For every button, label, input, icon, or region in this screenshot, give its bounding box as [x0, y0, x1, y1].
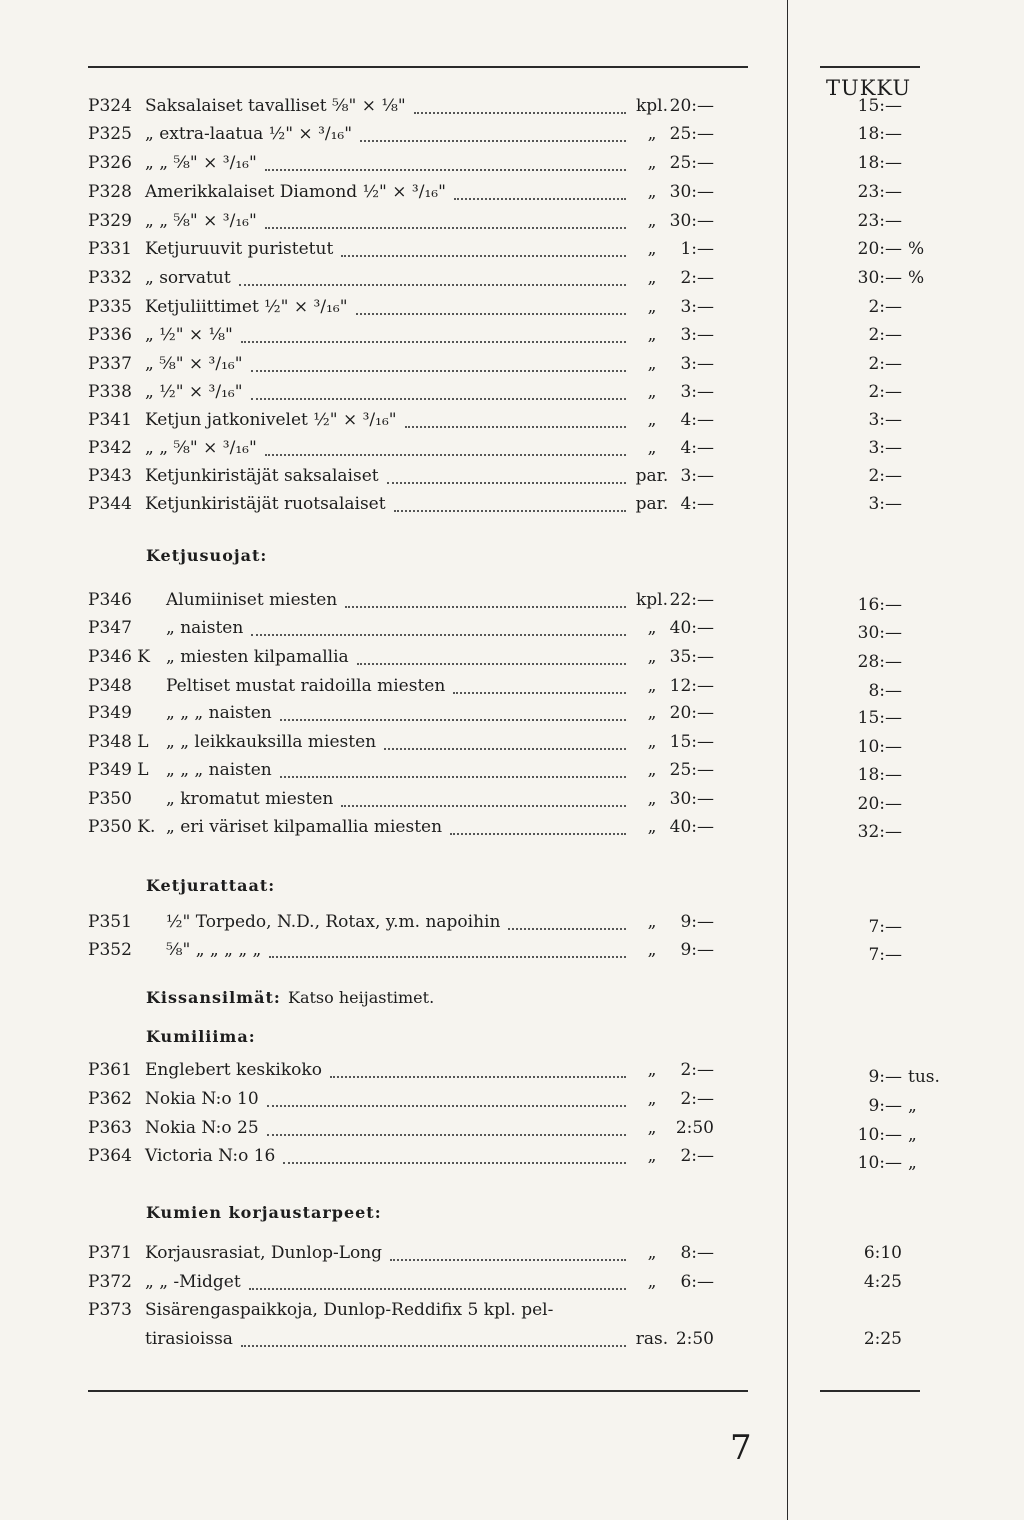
product-code: P371: [88, 1243, 132, 1263]
retail-price: 35:—: [669, 647, 714, 667]
retail-price: 3:—: [680, 354, 714, 374]
product-description: Saksalaiset tavalliset ⅝" × ⅛": [145, 96, 406, 116]
wholesale-price: 30:—: [857, 623, 902, 643]
unit-label: „: [647, 297, 657, 317]
retail-price: 20:—: [669, 96, 714, 116]
product-description: „ kromatut miesten: [166, 789, 334, 809]
dot-leader: [241, 1345, 626, 1347]
product-code: P348 L: [88, 732, 149, 752]
dot-leader: [239, 284, 626, 286]
wholesale-note: „: [908, 1153, 917, 1173]
unit-label: „: [647, 618, 657, 638]
dot-leader: [251, 398, 626, 400]
retail-price: 2:—: [680, 1146, 714, 1166]
wholesale-price: 4:25: [863, 1272, 902, 1292]
retail-price: 1:—: [680, 239, 714, 259]
dot-leader: [241, 341, 626, 343]
unit-label: „: [647, 817, 657, 837]
wholesale-note: %: [908, 239, 925, 259]
product-code: P324: [88, 96, 132, 116]
wholesale-price: 2:—: [868, 466, 902, 486]
dot-leader: [387, 482, 626, 484]
product-code: P347: [88, 618, 132, 638]
wholesale-price: 2:—: [868, 297, 902, 317]
dot-leader: [341, 255, 626, 257]
dot-leader: [345, 606, 626, 608]
section-heading: Kumiliima:: [146, 1027, 256, 1046]
product-description: Victoria N:o 16: [145, 1146, 276, 1166]
product-description: ½" Torpedo, N.D., Rotax, y.m. napoihin: [166, 912, 501, 932]
dot-leader: [356, 313, 626, 315]
retail-price: 2:50: [675, 1118, 714, 1138]
product-description: Englebert keskikoko: [145, 1060, 322, 1080]
dot-leader: [267, 1105, 626, 1107]
wholesale-note: „: [908, 1096, 917, 1116]
product-description: Peltiset mustat raidoilla miesten: [166, 676, 446, 696]
dot-leader: [280, 776, 626, 778]
unit-label: „: [647, 1272, 657, 1292]
product-code: P351: [88, 912, 132, 932]
table-row: [0, 438, 1024, 464]
product-code: P363: [88, 1118, 132, 1138]
table-row: [0, 494, 1024, 520]
product-description: „ „ -Midget: [145, 1272, 241, 1292]
wholesale-price: 16:—: [857, 595, 902, 615]
wholesale-price: 15:—: [857, 708, 902, 728]
unit-label: „: [647, 703, 657, 723]
unit-label: „: [647, 211, 657, 231]
wholesale-price: 18:—: [857, 124, 902, 144]
retail-price: 12:—: [669, 676, 714, 696]
product-description: „ „ „ naisten: [166, 760, 272, 780]
product-code: P341: [88, 410, 132, 430]
dot-leader: [453, 692, 626, 694]
retail-price: 3:—: [680, 297, 714, 317]
retail-price: 30:—: [669, 789, 714, 809]
dot-leader: [450, 833, 626, 835]
dot-leader: [249, 1288, 626, 1290]
table-row: [0, 1329, 1024, 1355]
wholesale-price: 28:—: [857, 652, 902, 672]
unit-label: „: [647, 1089, 657, 1109]
unit-label: „: [647, 124, 657, 144]
unit-label: kpl.: [635, 96, 669, 116]
dot-leader: [283, 1162, 626, 1164]
table-row: [0, 1118, 1024, 1144]
wholesale-price: 9:—: [868, 1067, 902, 1087]
table-row: [0, 297, 1024, 323]
product-code: P325: [88, 124, 132, 144]
bottom-rule-left: [88, 1390, 748, 1392]
retail-price: 4:—: [680, 494, 714, 514]
page-number: 7: [730, 1428, 752, 1468]
unit-label: „: [647, 153, 657, 173]
table-row: [0, 1060, 1024, 1086]
product-description: ⅝" „ „ „ „ „: [166, 940, 262, 960]
dot-leader: [390, 1259, 626, 1261]
retail-price: 22:—: [669, 590, 714, 610]
product-description: „ „ ⅝" × ³/₁₆": [145, 153, 257, 173]
product-code: P332: [88, 268, 132, 288]
product-code: P364: [88, 1146, 132, 1166]
retail-price: 20:—: [669, 703, 714, 723]
wholesale-price: 3:—: [868, 410, 902, 430]
unit-label: „: [647, 1146, 657, 1166]
dot-leader: [267, 1134, 626, 1136]
product-code: P352: [88, 940, 132, 960]
wholesale-price: 20:—: [857, 239, 902, 259]
retail-price: 2:50: [675, 1329, 714, 1349]
table-row: [0, 703, 1024, 729]
wholesale-price: 15:—: [857, 96, 902, 116]
product-description: Ketjun jatkonivelet ½" × ³/₁₆": [145, 410, 397, 430]
product-description: Amerikkalaiset Diamond ½" × ³/₁₆": [145, 182, 446, 202]
wholesale-note: „: [908, 1125, 917, 1145]
wholesale-price: 7:—: [868, 917, 902, 937]
product-code: P346 K: [88, 647, 150, 667]
dot-leader: [265, 169, 626, 171]
product-description: „ sorvatut: [145, 268, 231, 288]
table-row: [0, 239, 1024, 265]
retail-price: 30:—: [669, 211, 714, 231]
dot-leader: [330, 1076, 626, 1078]
unit-label: kpl.: [635, 590, 669, 610]
product-code: P349: [88, 703, 132, 723]
unit-label: „: [647, 438, 657, 458]
product-code: P331: [88, 239, 132, 259]
wholesale-price: 23:—: [857, 182, 902, 202]
wholesale-price: 2:—: [868, 382, 902, 402]
table-row: [0, 912, 1024, 938]
product-description: „ extra-laatua ½" × ³/₁₆": [145, 124, 353, 144]
unit-label: par.: [635, 466, 669, 486]
wholesale-price: 9:—: [868, 1096, 902, 1116]
table-row: [0, 1089, 1024, 1115]
unit-label: „: [647, 732, 657, 752]
dot-leader: [384, 748, 626, 750]
table-row: [0, 268, 1024, 294]
dot-leader: [454, 198, 626, 200]
table-row: [0, 354, 1024, 380]
product-description: Nokia N:o 25: [145, 1118, 259, 1138]
retail-price: 25:—: [669, 124, 714, 144]
table-row: [0, 1146, 1024, 1172]
table-row: [0, 1300, 1024, 1326]
table-row: [0, 590, 1024, 616]
product-description: „ naisten: [166, 618, 244, 638]
product-description: Ketjunkiristäjät saksalaiset: [145, 466, 379, 486]
table-row: [0, 789, 1024, 815]
product-description: tirasioissa: [145, 1329, 233, 1349]
product-description: „ ½" × ⅛": [145, 325, 233, 345]
product-code: P348: [88, 676, 132, 696]
unit-label: „: [647, 1060, 657, 1080]
product-code: P329: [88, 211, 132, 231]
unit-label: „: [647, 268, 657, 288]
section-heading: Ketjurattaat:: [146, 876, 276, 895]
product-description: Alumiiniset miesten: [166, 590, 338, 610]
bottom-rule-right: [820, 1390, 920, 1392]
retail-price: 25:—: [669, 153, 714, 173]
product-description: Nokia N:o 10: [145, 1089, 259, 1109]
retail-price: 9:—: [680, 912, 714, 932]
table-row: [0, 760, 1024, 786]
retail-price: 2:—: [680, 1089, 714, 1109]
retail-price: 9:—: [680, 940, 714, 960]
unit-label: „: [647, 410, 657, 430]
dot-leader: [508, 928, 626, 930]
wholesale-price: 3:—: [868, 438, 902, 458]
wholesale-price: 3:—: [868, 494, 902, 514]
wholesale-note: %: [908, 268, 925, 288]
top-rule-left: [88, 66, 748, 68]
dot-leader: [265, 454, 626, 456]
wholesale-price: 18:—: [857, 153, 902, 173]
table-row: [0, 940, 1024, 966]
table-row: [0, 96, 1024, 122]
product-code: P350: [88, 789, 132, 809]
retail-price: 2:—: [680, 1060, 714, 1080]
unit-label: „: [647, 1118, 657, 1138]
product-description: Ketjunkiristäjät ruotsalaiset: [145, 494, 386, 514]
tukku-header: TUKKU: [826, 76, 912, 100]
product-description: Sisärengaspaikkoja, Dunlop-Reddifix 5 kpl. pel-: [145, 1300, 554, 1320]
product-code: P337: [88, 354, 132, 374]
section-note: Katso heijastimet.: [288, 988, 435, 1007]
table-row: [0, 732, 1024, 758]
product-code: P361: [88, 1060, 132, 1080]
product-code: P344: [88, 494, 132, 514]
product-description: „ eri väriset kilpamallia miesten: [166, 817, 443, 837]
product-description: „ ½" × ³/₁₆": [145, 382, 243, 402]
wholesale-price: 2:—: [868, 354, 902, 374]
unit-label: „: [647, 676, 657, 696]
retail-price: 30:—: [669, 182, 714, 202]
dot-leader: [265, 227, 626, 229]
unit-label: „: [647, 1243, 657, 1263]
product-description: Ketjuliittimet ½" × ³/₁₆": [145, 297, 348, 317]
table-row: [0, 182, 1024, 208]
table-row: [0, 1243, 1024, 1269]
unit-label: ras.: [635, 1329, 669, 1349]
wholesale-price: 7:—: [868, 945, 902, 965]
dot-leader: [251, 634, 626, 636]
product-description: „ „ ⅝" × ³/₁₆": [145, 438, 257, 458]
product-code: P338: [88, 382, 132, 402]
wholesale-price: 2:—: [868, 325, 902, 345]
product-description: „ miesten kilpamallia: [166, 647, 349, 667]
unit-label: par.: [635, 494, 669, 514]
unit-label: „: [647, 760, 657, 780]
dot-leader: [341, 805, 626, 807]
product-code: P362: [88, 1089, 132, 1109]
retail-price: 4:—: [680, 410, 714, 430]
wholesale-price: 10:—: [857, 737, 902, 757]
dot-leader: [280, 719, 626, 721]
retail-price: 25:—: [669, 760, 714, 780]
dot-leader: [394, 510, 626, 512]
retail-price: 3:—: [680, 382, 714, 402]
dot-leader: [405, 426, 626, 428]
product-description: Ketjuruuvit puristetut: [145, 239, 334, 259]
wholesale-price: 23:—: [857, 211, 902, 231]
unit-label: „: [647, 182, 657, 202]
product-description: „ „ „ naisten: [166, 703, 272, 723]
unit-label: „: [647, 382, 657, 402]
table-row: [0, 211, 1024, 237]
table-row: [0, 153, 1024, 179]
retail-price: 15:—: [669, 732, 714, 752]
wholesale-price: 10:—: [857, 1125, 902, 1145]
table-row: [0, 1272, 1024, 1298]
wholesale-price: 30:—: [857, 268, 902, 288]
top-rule-right: [820, 66, 920, 68]
unit-label: „: [647, 354, 657, 374]
dot-leader: [360, 140, 626, 142]
product-description: „ ⅝" × ³/₁₆": [145, 354, 243, 374]
table-row: [0, 618, 1024, 644]
product-code: P336: [88, 325, 132, 345]
product-code: P328: [88, 182, 132, 202]
table-row: [0, 676, 1024, 702]
product-code: P349 L: [88, 760, 149, 780]
retail-price: 3:—: [680, 466, 714, 486]
retail-price: 2:—: [680, 268, 714, 288]
section-heading: Ketjusuojat:: [146, 546, 268, 565]
retail-price: 4:—: [680, 438, 714, 458]
retail-price: 3:—: [680, 325, 714, 345]
dot-leader: [357, 663, 626, 665]
retail-price: 8:—: [680, 1243, 714, 1263]
section-heading: Kumien korjaustarpeet:: [146, 1203, 382, 1222]
unit-label: „: [647, 325, 657, 345]
unit-label: „: [647, 789, 657, 809]
unit-label: „: [647, 940, 657, 960]
unit-label: „: [647, 647, 657, 667]
product-description: „ „ leikkauksilla miesten: [166, 732, 377, 752]
table-row: [0, 817, 1024, 843]
wholesale-price: 8:—: [868, 681, 902, 701]
dot-leader: [269, 956, 626, 958]
wholesale-note: tus.: [908, 1067, 940, 1087]
wholesale-price: 2:25: [863, 1329, 902, 1349]
product-code: P342: [88, 438, 132, 458]
product-description: Korjausrasiat, Dunlop-Long: [145, 1243, 383, 1263]
product-code: P350 K.: [88, 817, 156, 837]
dot-leader: [251, 370, 626, 372]
wholesale-price: 10:—: [857, 1153, 902, 1173]
table-row: [0, 410, 1024, 436]
table-row: [0, 647, 1024, 673]
product-code: P343: [88, 466, 132, 486]
wholesale-price: 18:—: [857, 765, 902, 785]
dot-leader: [414, 112, 626, 114]
table-row: [0, 325, 1024, 351]
retail-price: 6:—: [680, 1272, 714, 1292]
wholesale-price: 6:10: [863, 1243, 902, 1263]
retail-price: 40:—: [669, 618, 714, 638]
wholesale-price: 20:—: [857, 794, 902, 814]
product-code: P346: [88, 590, 132, 610]
table-row: [0, 124, 1024, 150]
product-code: P372: [88, 1272, 132, 1292]
product-code: P335: [88, 297, 132, 317]
section-heading: Kissansilmät: Katso heijastimet.: [146, 988, 435, 1007]
table-row: [0, 466, 1024, 492]
retail-price: 40:—: [669, 817, 714, 837]
unit-label: „: [647, 239, 657, 259]
product-code: P326: [88, 153, 132, 173]
wholesale-price: 32:—: [857, 822, 902, 842]
product-description: „ „ ⅝" × ³/₁₆": [145, 211, 257, 231]
unit-label: „: [647, 912, 657, 932]
table-row: [0, 382, 1024, 408]
product-code: P373: [88, 1300, 132, 1320]
